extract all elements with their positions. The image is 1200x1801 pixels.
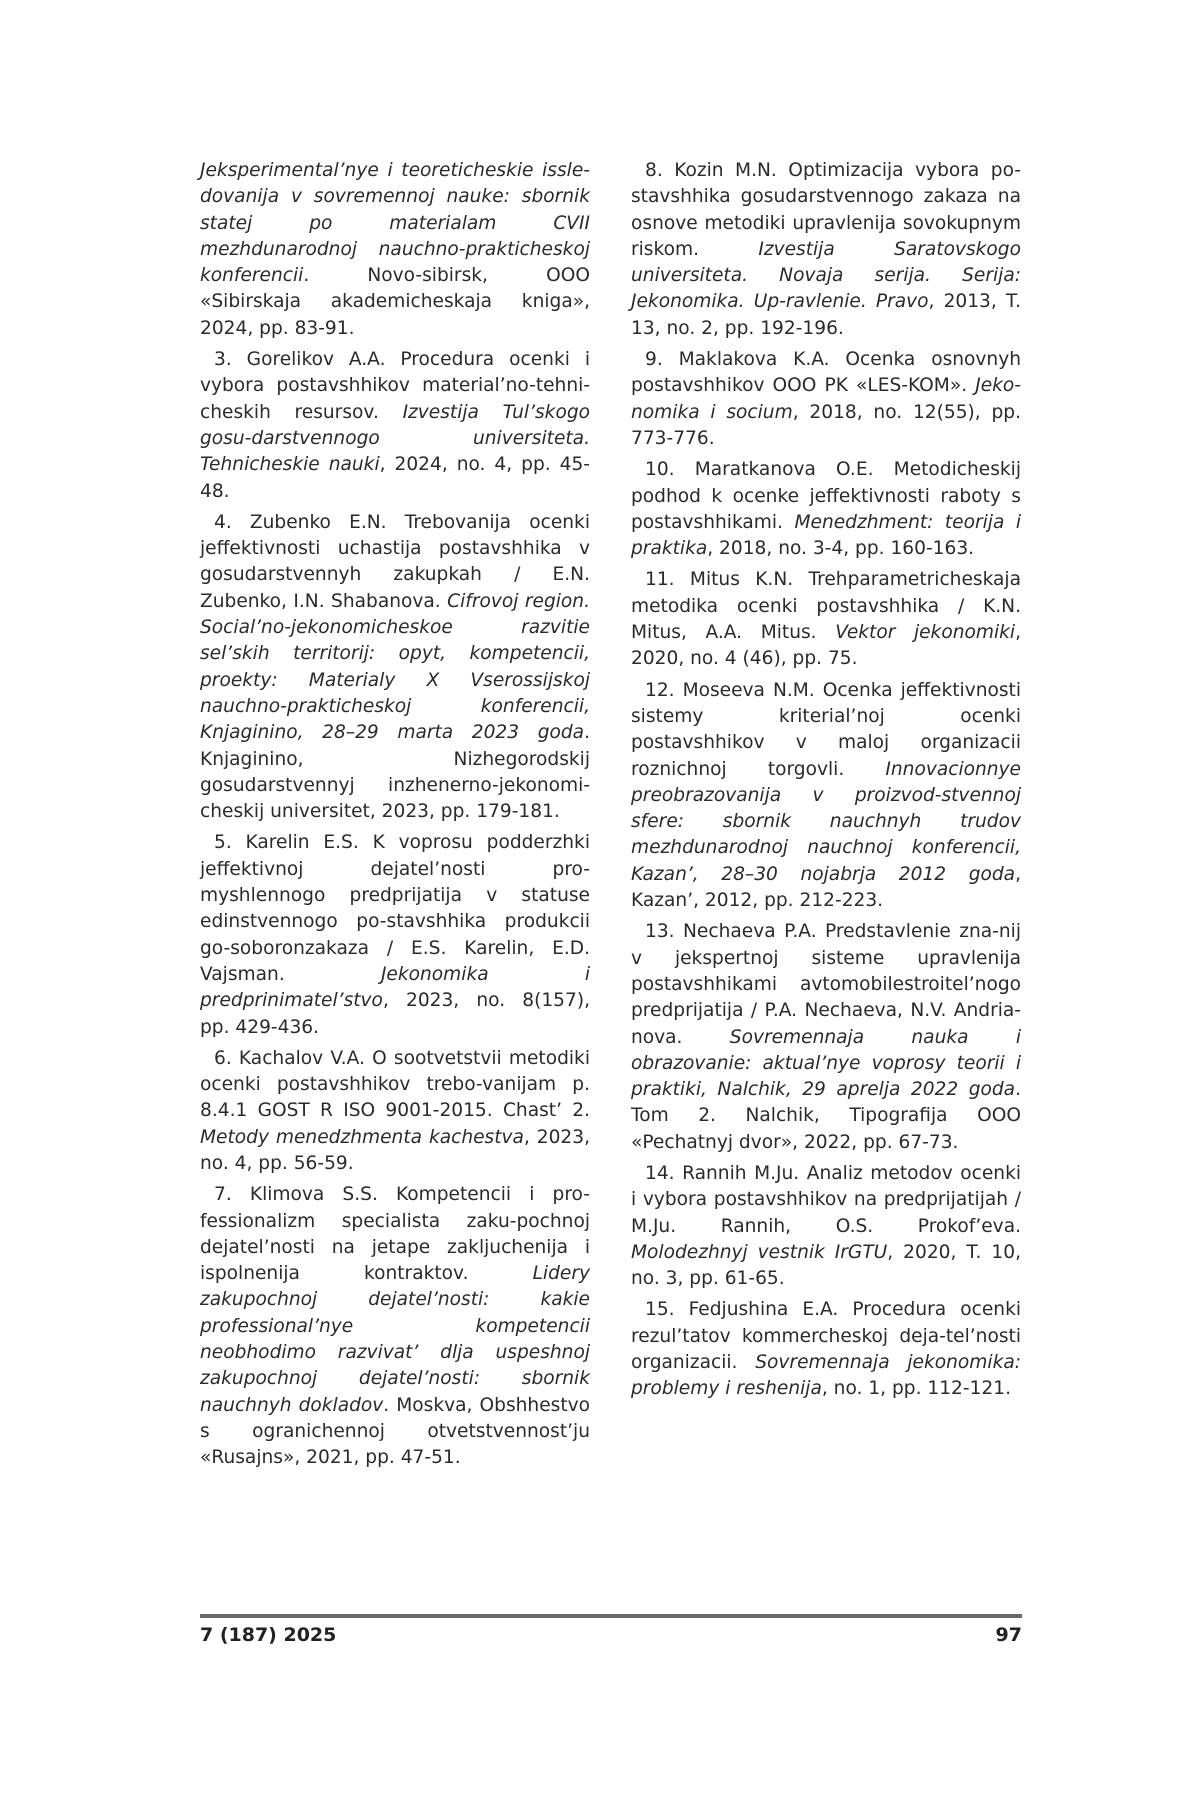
reference-text: . Knjaginino, Nizhegorodskij gosudarstvennyj inzhenerno-jekonomi-cheskij universitet, 2023, pp. 179-181. <box>200 722 590 823</box>
reference-source-title: Menedzhment: teorija i praktika <box>631 511 1021 560</box>
reference-source-title: Vektor jekonomiki <box>835 622 1016 644</box>
reference-entry <box>200 830 590 1040</box>
reference-source-title: Lidery zakupochnoj dejatel’nosti: kakie professional’nye kompetencii neobhodimo razvivat’ dlja uspeshnoj zakupochnoj dejatel’nosti: sbornik nauchnyh dokladov <box>200 1263 590 1416</box>
reference-source-title: Jekonomika i predprinimatel’stvo <box>200 963 591 1012</box>
reference-source-title: Innovacionnye preobrazovanija v proizvod-stvennoj sfere: sbornik nauchnyh trudov mezhdunarodnoj nauchnoj konferencii, Kazan’, 28–30 nojabrja 2012 goda <box>631 758 1021 885</box>
reference-source-title: Cifrovoj region. Social’no-jekonomicheskoe razvitie sel’skih territorij: opyt, kompetencii, proekty: Materialy X Vserossijskoj nauchno-prakticheskoj konferencii, Knjaginino, 28–29 marta 2023 goda <box>200 590 590 744</box>
reference-text: 10. Maratkanova O.E. Metodicheskij podhod k ocenke jeffektivnosti raboty s postavshhikami. <box>631 459 1021 533</box>
references-right-column <box>631 158 1021 1408</box>
reference-source-title: Molodezhnyj vestnik IrGTU <box>631 1241 888 1263</box>
reference-text: , 2024, no. 4, pp. 45-48. <box>200 454 590 502</box>
page-number: 97 <box>995 1624 1022 1646</box>
reference-text: , 2020, T. 10, no. 3, pp. 61-65. <box>631 1241 1021 1290</box>
reference-entry <box>631 1297 1021 1402</box>
reference-text: , 2018, no. 3-4, pp. 160-163. <box>707 538 975 560</box>
issue-label: 7 (187) 2025 <box>200 1624 337 1646</box>
footer-rule <box>200 1614 1022 1618</box>
reference-text: , Kazan’, 2012, pp. 212-223. <box>631 863 1021 912</box>
reference-entry <box>200 1182 590 1471</box>
reference-source-title: Sovremennaja nauka i obrazovanie: aktual’nye voprosy teorii i praktiki, Nalchik, 29 aprelja 2022 goda <box>631 1026 1021 1101</box>
reference-text: 13. Nechaeva P.A. Predstavlenie zna-nij v jekspertnoj sisteme upravlenija postavshhikami avtomobilestroitel’nogo predprijatija / P.A. Nechaeva, N.V. Andria-nova. <box>631 921 1021 1048</box>
reference-entry <box>631 567 1021 672</box>
reference-text: 9. Maklakova K.A. Ocenka osnovnyh postavshhikov OOO PK «LES-KOM». <box>631 349 1021 397</box>
reference-entry <box>631 347 1021 452</box>
reference-text: 6. Kachalov V.A. O sootvetstvii metodiki ocenki postavshhikov trebo-vanijam p. 8.4.1 GOST R ISO 9001-2015. Chast’ 2. <box>200 1047 590 1122</box>
reference-source-title: Izvestija Saratovskogo universiteta. Novaja serija. Serija: Jekonomika. Up-ravlenie. Pravo <box>631 238 1021 313</box>
reference-entry <box>631 1161 1021 1292</box>
reference-text: . Tom 2. Nalchik, Tipografija OOO «Pechatnyj dvor», 2022, pp. 67-73. <box>631 1079 1021 1153</box>
reference-text: , 2023, no. 8(157), pp. 429-436. <box>200 990 590 1038</box>
reference-text: 12. Moseeva N.M. Ocenka jeffektivnosti sistemy kriterial’noj ocenki postavshhikov v maloj organizacii roznichnoj torgovli. <box>631 679 1021 780</box>
reference-source-title: Izvestija Tul’skogo gosu-darstvennogo universiteta. Tehnicheskie nauki <box>200 401 590 476</box>
reference-text: 3. Gorelikov A.A. Procedura ocenki i vybora postavshhikov material’no-tehni-cheskih resursov. <box>200 349 590 423</box>
reference-source-title: Jeko-nomika i socium <box>631 375 1021 423</box>
references-left-column <box>200 158 590 1477</box>
reference-entry <box>200 1046 590 1177</box>
reference-entry <box>631 678 1021 915</box>
reference-text: 8. Kozin M.N. Optimizacija vybora po-stavshhika gosudarstvennogo zakaza na osnove metodiki upravlenija sovokupnym riskom. <box>631 160 1021 260</box>
reference-source-title: Jeksperimental’nye i teoreticheskie issle-dovanija v sovremennoj nauke: sbornik statej po materialam CVII mezhdunarodnoj nauchno-prakticheskoj konferencii <box>200 160 590 287</box>
reference-text: , 2023, no. 4, pp. 56-59. <box>200 1126 590 1174</box>
reference-text: . Novo-sibirsk, OOO «Sibirskaja akademicheskaja kniga», 2024, pp. 83-91. <box>200 265 590 339</box>
reference-text: 14. Rannih M.Ju. Analiz metodov ocenki i vybora postavshhikov na predprijatijah / M.Ju. Rannih, O.S. Prokof’eva. <box>631 1162 1021 1237</box>
reference-text: 15. Fedjushina E.A. Procedura ocenki rezul’tatov kommercheskoj deja-tel’nosti organizacii. <box>631 1299 1021 1374</box>
reference-text: 11. Mitus K.N. Trehparametricheskaja metodika ocenki postavshhika / K.N. Mitus, A.A. Mitus. <box>631 569 1021 644</box>
reference-entry <box>200 347 590 505</box>
reference-text: , 2020, no. 4 (46), pp. 75. <box>631 622 1021 670</box>
reference-text: 5. Karelin E.S. K voprosu podderzhki jeffektivnoj dejatel’nosti pro-myshlennogo predprijatija v statuse edinstvennogo po-stavshhika produkcii go-soboronzakaza / E.S. Karelin, E.D. Vajsman. <box>200 832 590 985</box>
reference-entry <box>200 510 590 826</box>
reference-text: , 2018, no. 12(55), pp. 773-776. <box>631 401 1022 449</box>
reference-text: , 2013, T. 13, no. 2, pp. 192-196. <box>631 291 1021 339</box>
reference-entry <box>631 158 1021 342</box>
reference-continuation <box>200 158 590 342</box>
reference-text: 7. Klimova S.S. Kompetencii i pro-fessionalizm specialista zaku-pochnoj dejatel’nosti na jetape zakljuchenija i ispolnenija kontraktov. <box>200 1184 590 1285</box>
reference-entry <box>631 919 1021 1156</box>
reference-source-title: Metody menedzhmenta kachestva <box>200 1126 524 1148</box>
reference-text: , no. 1, pp. 112-121. <box>821 1378 1011 1400</box>
reference-entry <box>631 457 1021 562</box>
reference-text: 4. Zubenko E.N. Trebovanija ocenki jeffektivnosti uchastija postavshhika v gosudarstvennyh zakupkah / E.N. Zubenko, I.N. Shabanova. <box>200 511 590 612</box>
reference-source-title: Sovremennaja jekonomika: problemy i reshenija <box>631 1352 1021 1400</box>
reference-text: . Moskva, Obshhestvo s ogranichennoj otvetstvennost’ju «Rusajns», 2021, pp. 47-51. <box>200 1394 590 1469</box>
